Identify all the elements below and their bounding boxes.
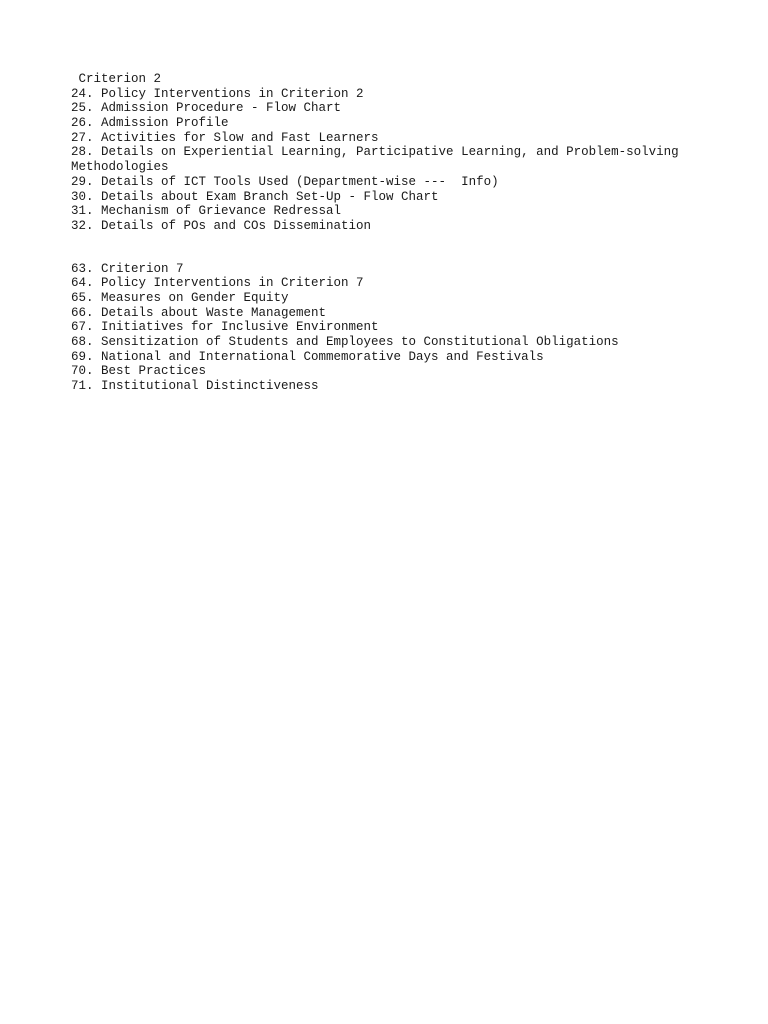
list-item: 27. Activities for Slow and Fast Learners (71, 130, 379, 145)
list-item-continuation: Methodologies (71, 160, 169, 175)
list-item: 71. Institutional Distinctiveness (71, 379, 319, 394)
list-item: 70. Best Practices (71, 364, 207, 379)
document-page (71, 72, 751, 394)
list-item: 24. Policy Interventions in Criterion 2 (71, 86, 364, 101)
list-item: 32. Details of POs and COs Dissemination (71, 218, 372, 233)
section-spacer (71, 234, 751, 262)
list-item: 68. Sensitization of Students and Employees to Constitutional Obligations (71, 335, 619, 349)
section-heading: 63. Criterion 7 (71, 261, 184, 276)
criterion-7-section (71, 262, 751, 394)
list-item: 25. Admission Procedure - Flow Chart (71, 101, 342, 116)
list-item: 30. Details about Exam Branch Set-Up - Flow Chart (71, 189, 439, 204)
list-item: 65. Measures on Gender Equity (71, 290, 289, 305)
list-item: 69. National and International Commemorative Days and Festivals (71, 349, 544, 364)
list-item: 28. Details on Experiential Learning, Participative Learning, and Problem-solving (71, 145, 679, 160)
list-item: 29. Details of ICT Tools Used (Department-wise --- Info) (71, 174, 499, 189)
list-item: 31. Mechanism of Grievance Redressal (71, 204, 342, 219)
list-item: 67. Initiatives for Inclusive Environment (71, 320, 379, 335)
list-item: 64. Policy Interventions in Criterion 7 (71, 276, 364, 291)
list-item: 66. Details about Waste Management (71, 305, 327, 320)
list-item: 26. Admission Profile (71, 116, 229, 131)
criterion-2-section (71, 72, 751, 234)
section-heading: Criterion 2 (71, 72, 162, 86)
